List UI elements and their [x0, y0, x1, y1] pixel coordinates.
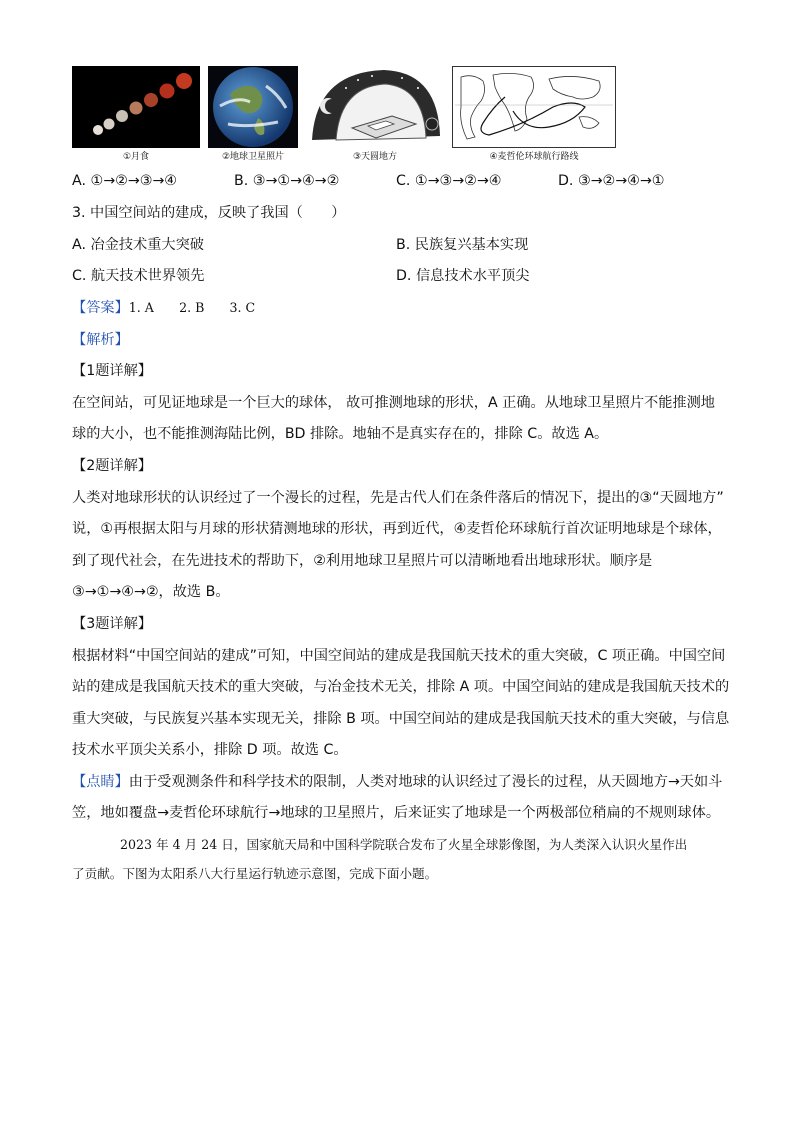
tip-line: 笠，地如覆盘→麦哲伦环球航行→地球的卫星照片，后来证实了地球是一个两极部位稍扁的不规则球体。: [72, 805, 721, 821]
detail2-line: 到了现代社会，在先进技术的帮助下，②利用地球卫星照片可以清晰地看出地球形状。顺序是: [72, 553, 653, 569]
tip-row: [72, 772, 722, 792]
q2-option-a[interactable]: A. ①→②→③→④: [72, 173, 178, 189]
detail2-line: 说，①再根据太阳与月球的形状猜测地球的形状，再到近代，④麦哲伦环球航行首次证明地球是个球体，: [72, 521, 722, 537]
detail3-line: 重大突破，与民族复兴基本实现无关，排除 B 项。中国空间站的建成是我国航天技术的重大突破，与信息: [72, 711, 730, 727]
passage-line: 2023 年 4 月 24 日，国家航天局和中国科学院联合发布了火星全球影像图，为人类深入认识火星作出: [120, 837, 688, 852]
detail2-line: 人类对地球形状的认识经过了一个漫长的过程，先是古代人们在条件落后的情况下，提出的③“天圆地方”: [72, 490, 724, 506]
figure-earth-satellite-photo: [208, 66, 298, 148]
tip-line: 由于受观测条件和科学技术的限制，人类对地球的认识经过了漫长的过程，从天圆地方→天如斗: [128, 774, 723, 790]
passage-line: 了贡献。下图为太阳系八大行星运行轨迹示意图，完成下面小题。: [72, 866, 438, 881]
q3-option-c[interactable]: C. 航天技术世界领先: [72, 268, 205, 284]
q3-stem: 3. 中国空间站的建成，反映了我国（ ）: [72, 205, 346, 221]
caption-magellan-route: ④麦哲伦环球航行路线: [489, 152, 579, 162]
answer-row: [72, 298, 255, 318]
caption-lunar-eclipse: ①月食: [122, 152, 150, 162]
caption-earth-satellite-photo: ②地球卫星照片: [221, 152, 285, 162]
q3-option-b[interactable]: B. 民族复兴基本实现: [396, 237, 529, 253]
figure-round-sky-square-earth: [306, 66, 444, 148]
figure-lunar-eclipse: [72, 66, 200, 148]
tip-label: 【点睛】: [72, 774, 129, 790]
q2-option-c[interactable]: C. ①→③→②→④: [396, 173, 502, 189]
caption-round-sky-square-earth: ③天圆地方: [352, 152, 398, 162]
q3-option-a[interactable]: A. 冶金技术重大突破: [72, 237, 204, 253]
detail1-line: 在空间站，可见证地球是一个巨大的球体， 故可推测地球的形状，A 正确。从地球卫星照片不能推测地: [72, 395, 715, 411]
detail2-line: ③→①→④→②，故选 B。: [72, 584, 230, 600]
answer-label: 【答案】: [72, 300, 129, 316]
detail1-label: 【1题详解】: [72, 363, 152, 379]
detail3-label: 【3题详解】: [72, 616, 152, 632]
detail1-line: 球的大小，也不能推测海陆比例，BD 排除。地轴不是真实存在的，排除 C。故选 A。: [72, 426, 609, 442]
detail2-label: 【2题详解】: [72, 458, 152, 474]
q3-option-d[interactable]: D. 信息技术水平顶尖: [396, 268, 530, 284]
q2-option-d[interactable]: D. ③→②→④→①: [558, 173, 665, 189]
detail3-line: 站的建成是我国航天技术的重大突破，与冶金技术无关，排除 A 项。中国空间站的建成是我国航天技术的: [72, 679, 730, 695]
figure-magellan-route-map: [452, 66, 616, 148]
q2-option-b[interactable]: B. ③→①→④→②: [234, 173, 340, 189]
detail3-line: 根据材料“中国空间站的建成”可知，中国空间站的建成是我国航天技术的重大突破，C 项正确。中国空间: [72, 648, 726, 664]
answer-text: 1. A 2. B 3. C: [128, 300, 256, 315]
analysis-label: 【解析】: [72, 332, 129, 348]
detail3-line: 技术水平顶尖关系小，排除 D 项。故选 C。: [72, 742, 348, 758]
